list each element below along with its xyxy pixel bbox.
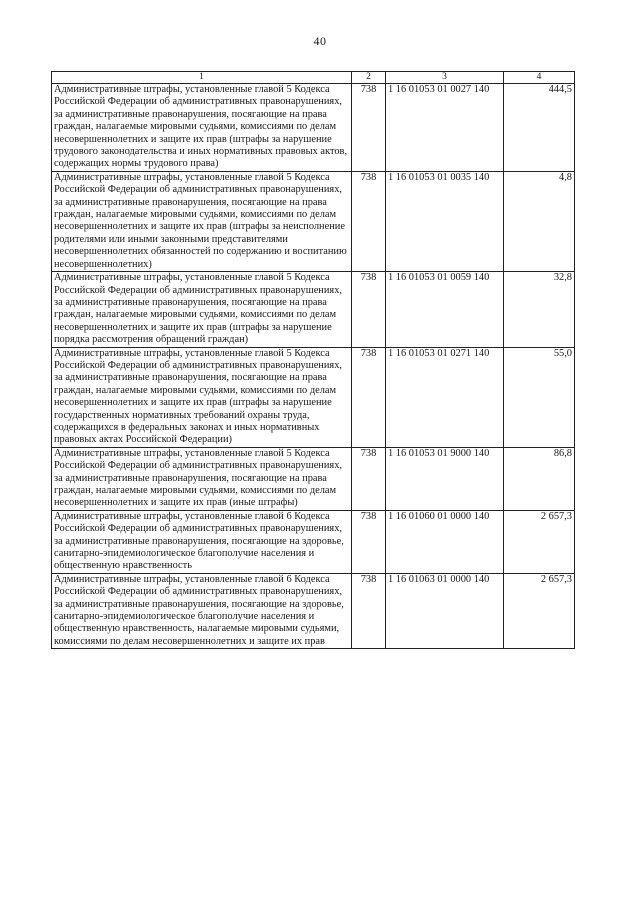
row-kbk-code: 1 16 01053 01 9000 140 xyxy=(386,447,504,510)
row-amount: 86,8 xyxy=(504,447,575,510)
row-description: Административные штрафы, установленные главой 5 Кодекса Российской Федерации об административных правонарушениях, за административные правонарушения, посягающие на права граждан, налагаемые мировыми судьями, комиссиями по делам несовершеннолетних и защите их прав (штрафы за неисполнение родителями или иными законными представителями несовершеннолетних обязанностей по содержанию и воспитанию несовершеннолетних) xyxy=(52,171,352,271)
table-row xyxy=(52,171,575,271)
row-kbk-code: 1 16 01060 01 0000 140 xyxy=(386,510,504,573)
row-admin-code: 738 xyxy=(352,84,386,172)
page-number: 40 xyxy=(313,34,327,48)
table-row xyxy=(52,347,575,447)
row-kbk-code: 1 16 01053 01 0059 140 xyxy=(386,272,504,347)
row-amount: 4,8 xyxy=(504,171,575,271)
row-kbk-code: 1 16 01063 01 0000 140 xyxy=(386,573,504,648)
row-description: Административные штрафы, установленные главой 6 Кодекса Российской Федерации об административных правонарушениях, за административные правонарушения, посягающие на здоровье, санитарно-эпидемиологическое благополучие населения и общественную нравственность, налагаемые мировыми судьями, комиссиями по делам несовершеннолетних и защите их прав xyxy=(52,573,352,648)
table-header-row xyxy=(52,72,575,84)
row-amount: 444,5 xyxy=(504,84,575,172)
row-amount: 2 657,3 xyxy=(504,573,575,648)
row-description: Административные штрафы, установленные главой 5 Кодекса Российской Федерации об административных правонарушениях, за административные правонарушения, посягающие на права граждан, налагаемые мировыми судьями, комиссиями по делам несовершеннолетних и защите их прав (штрафы за нарушение государственных нормативных требований охраны труда, содержащихся в федеральных законах и иных нормативных правовых актах Российской Федерации) xyxy=(52,347,352,447)
row-description: Административные штрафы, установленные главой 5 Кодекса Российской Федерации об административных правонарушениях, за административные правонарушения, посягающие на права граждан, налагаемые мировыми судьями, комиссиями по делам несовершеннолетних и защите их прав (иные штрафы) xyxy=(52,447,352,510)
row-amount: 2 657,3 xyxy=(504,510,575,573)
row-admin-code: 738 xyxy=(352,171,386,271)
row-kbk-code: 1 16 01053 01 0027 140 xyxy=(386,84,504,172)
row-kbk-code: 1 16 01053 01 0035 140 xyxy=(386,171,504,271)
table-row xyxy=(52,84,575,172)
row-amount: 55,0 xyxy=(504,347,575,447)
table-row xyxy=(52,447,575,510)
table-row xyxy=(52,573,575,648)
row-description: Административные штрафы, установленные главой 5 Кодекса Российской Федерации об административных правонарушениях, за административные правонарушения, посягающие на права граждан, налагаемые мировыми судьями, комиссиями по делам несовершеннолетних и защите их прав (штрафы за нарушение трудового законодательства и иных нормативных правовых актов, содержащих нормы трудового права) xyxy=(52,84,352,172)
budget-table xyxy=(51,71,575,649)
table-row xyxy=(52,272,575,347)
header-col-2: 2 xyxy=(352,72,386,84)
row-admin-code: 738 xyxy=(352,347,386,447)
table-row xyxy=(52,510,575,573)
row-kbk-code: 1 16 01053 01 0271 140 xyxy=(386,347,504,447)
row-admin-code: 738 xyxy=(352,272,386,347)
header-col-3: 3 xyxy=(386,72,504,84)
row-amount: 32,8 xyxy=(504,272,575,347)
row-description: Административные штрафы, установленные главой 5 Кодекса Российской Федерации об административных правонарушениях, за административные правонарушения, посягающие на права граждан, налагаемые мировыми судьями, комиссиями по делам несовершеннолетних и защите их прав (штрафы за нарушение порядка рассмотрения обращений граждан) xyxy=(52,272,352,347)
row-admin-code: 738 xyxy=(352,573,386,648)
row-admin-code: 738 xyxy=(352,447,386,510)
row-admin-code: 738 xyxy=(352,510,386,573)
header-col-1: 1 xyxy=(52,72,352,84)
row-description: Административные штрафы, установленные главой 6 Кодекса Российской Федерации об административных правонарушениях, за административные правонарушения, посягающие на здоровье, санитарно-эпидемиологическое благополучие населения и общественную нравственность xyxy=(52,510,352,573)
header-col-4: 4 xyxy=(504,72,575,84)
